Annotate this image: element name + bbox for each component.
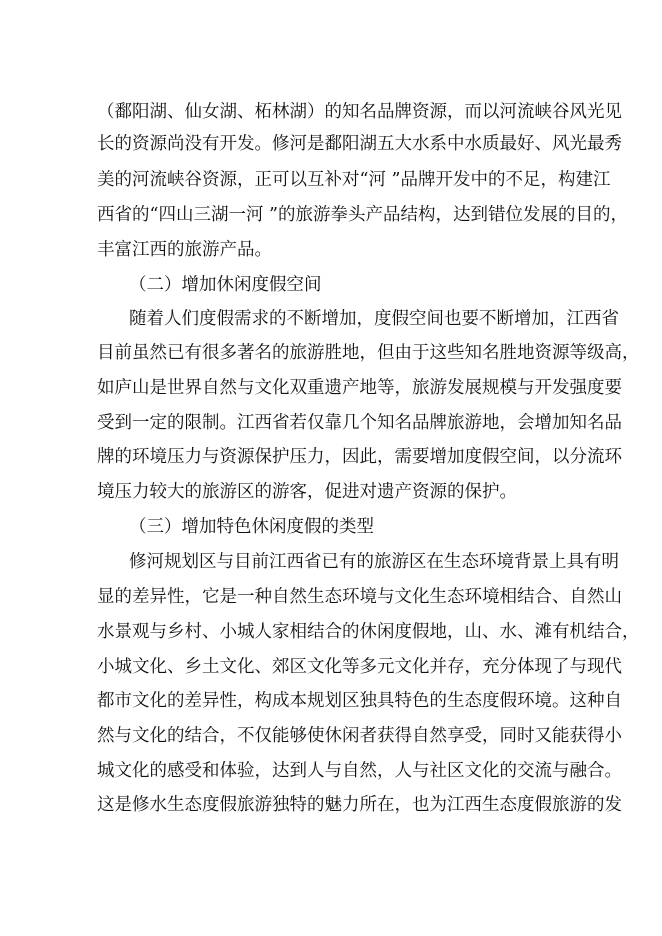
section-heading: （二）增加休闲度假空间 — [129, 275, 322, 295]
paragraph-line: 牌的环境压力与资源保护压力，因此，需要增加度假空间，以分流环 — [97, 447, 622, 467]
paragraph-line: 目前虽然已有很多著名的旅游胜地，但由于这些知名胜地资源等级高， — [97, 343, 640, 363]
paragraph-line: 城文化的感受和体验，达到人与自然，人与社区文化的交流与融合。 — [97, 761, 622, 781]
paragraph-line: （鄱阳湖、仙女湖、柘林湖）的知名品牌资源，而以河流峡谷风光见 — [97, 102, 622, 122]
paragraph-line: 境压力较大的旅游区的游客，促进对遗产资源的保护。 — [97, 482, 517, 502]
paragraph-line: 西省的“四山三湖一河 ”的旅游拳头产品结构，达到错位发展的目的， — [97, 205, 628, 225]
paragraph-line: 修河规划区与目前江西省已有的旅游区在生态环境背景上具有明 — [129, 552, 619, 572]
section-heading: （三）增加特色休闲度假的类型 — [129, 517, 374, 537]
paragraph-line: 受到一定的限制。江西省若仅靠几个知名品牌旅游地，会增加知名品 — [97, 413, 622, 433]
paragraph-line: 美的河流峡谷资源，正可以互补对“河 ”品牌开发中的不足，构建江 — [97, 170, 611, 190]
paragraph-line: 小城文化、乡土文化、郊区文化等多元文化并存，充分体现了与现代 — [97, 657, 622, 677]
paragraph-line: 长的资源尚没有开发。修河是鄱阳湖五大水系中水质最好、风光最秀 — [97, 134, 622, 154]
paragraph-line: 如庐山是世界自然与文化双重遗产地等，旅游发展规模与开发强度要 — [97, 378, 622, 398]
paragraph-line: 都市文化的差异性，构成本规划区独具特色的生态度假环境。这种自 — [97, 691, 622, 711]
paragraph-line: 这是修水生态度假旅游独特的魅力所在，也为江西生态度假旅游的发 — [97, 795, 622, 815]
paragraph-line: 水景观与乡村、小城人家相结合的休闲度假地，山、水、滩有机结合， — [97, 622, 640, 642]
paragraph-line: 丰富江西的旅游产品。 — [97, 240, 272, 260]
paragraph-line: 显的差异性，它是一种自然生态环境与文化生态环境相结合、自然山 — [97, 587, 622, 607]
paragraph-line: 然与文化的结合，不仅能够使休闲者获得自然享受，同时又能获得小 — [97, 726, 622, 746]
paragraph-line: 随着人们度假需求的不断增加，度假空间也要不断增加，江西省 — [129, 309, 619, 329]
